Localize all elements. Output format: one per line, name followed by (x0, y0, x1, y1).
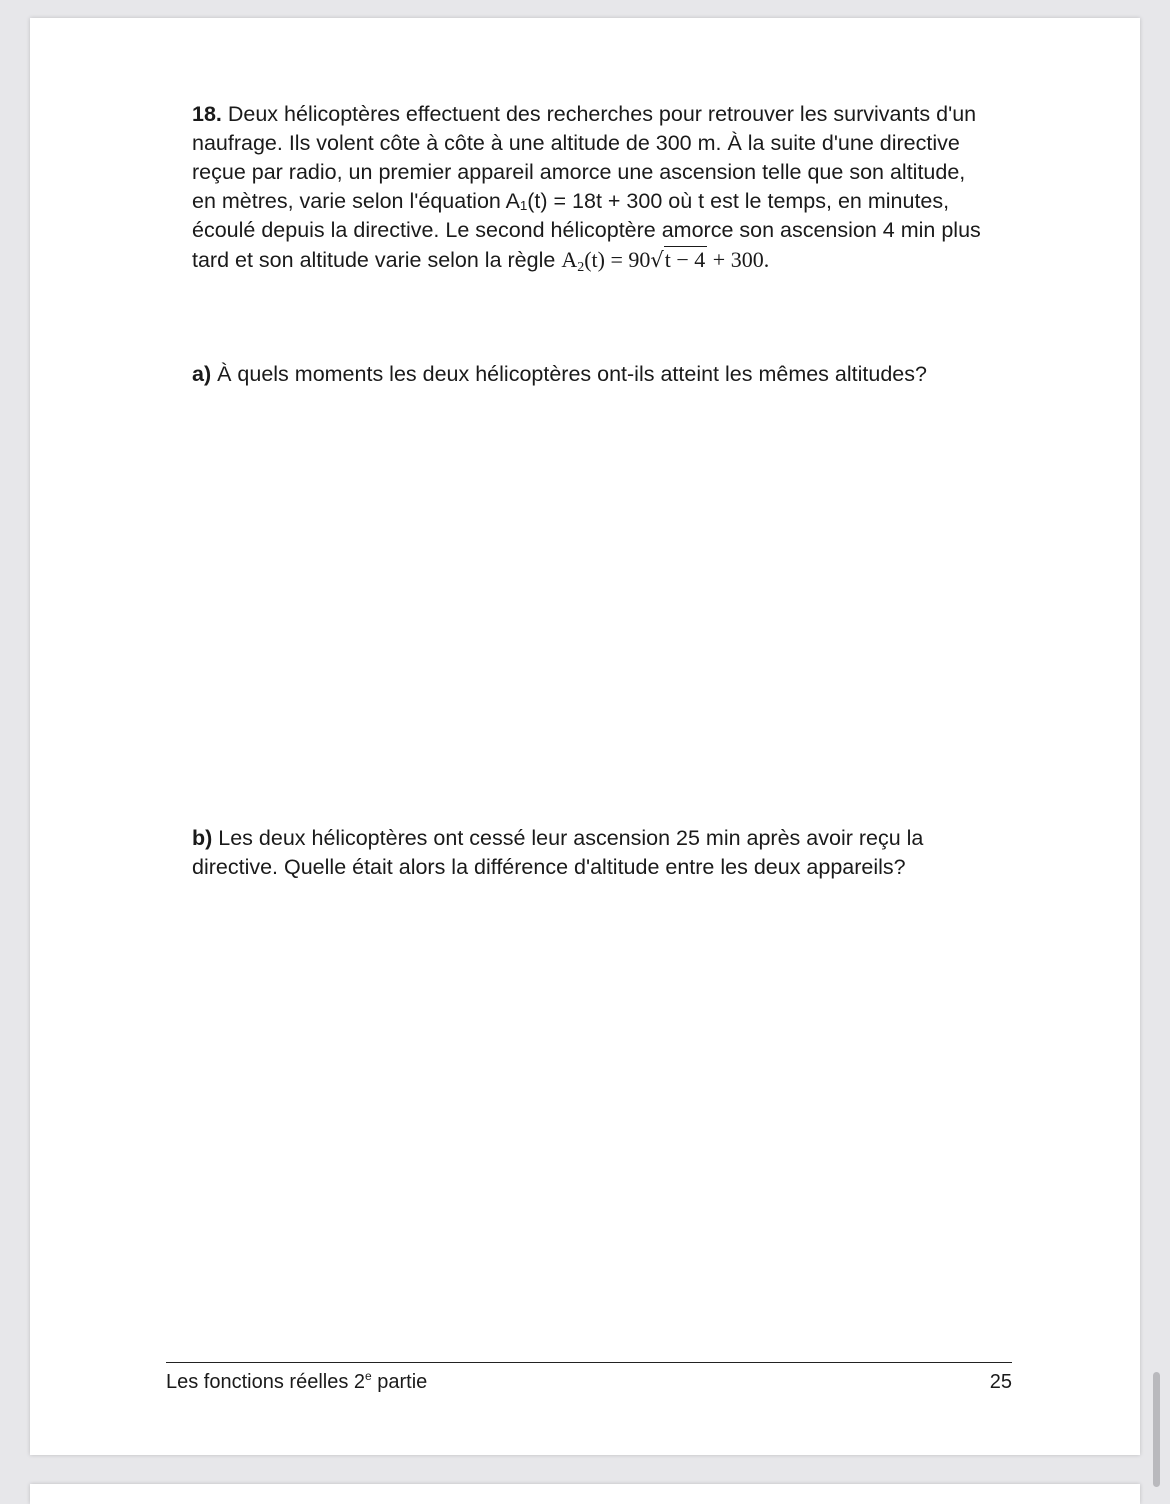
problem-paragraph (192, 100, 992, 275)
footer-title (166, 1369, 427, 1395)
question-b (192, 824, 992, 882)
eq-radicand: t − 4 (664, 247, 706, 272)
question-a (192, 360, 992, 389)
footer-title-sup: e (365, 1369, 372, 1383)
eq-lhs-subscript: 2 (577, 260, 585, 275)
footer-title-end: partie (371, 1371, 428, 1393)
footer-title-main: Les fonctions réelles 2 (166, 1371, 366, 1393)
problem-number: 18. (192, 102, 222, 126)
question-b-label: b) (192, 826, 213, 850)
equation-a2 (561, 247, 770, 275)
question-b-text: Les deux hélicoptères ont cessé leur ascension 25 min après avoir reçu la directive. Quelle était alors la différence d'altitude entre les deux appareils? (192, 826, 924, 879)
sqrt-icon: √ (650, 248, 664, 272)
eq-lhs-letter: A (561, 247, 578, 272)
problem-text: Deux hélicoptères effectuent des recherches pour retrouver les survivants d'un naufrage. Ils volent côte à côte à une altitude de 300 m. À la suite d'une directive reçue par radio, un premier appareil amorce une ascension telle que son altitude, en mètres, varie selon l'équation A₁(t) = 18t + 300 où t est le temps, en minutes, écoulé depuis la directive. Le second hélicoptère amorce son ascension 4 min plus tard et son altitude varie selon la règle (192, 102, 981, 272)
question-a-text: À quels moments les deux hélicoptères ont-ils atteint les mêmes altitudes? (211, 362, 927, 386)
document-page (30, 18, 1140, 1455)
next-page-edge (30, 1484, 1140, 1504)
page-number: 25 (989, 1371, 1012, 1393)
vertical-scrollbar[interactable] (1153, 1372, 1160, 1487)
question-a-label: a) (192, 362, 212, 386)
problem-statement (192, 100, 992, 275)
eq-lhs-rest: (t) = 90 (584, 247, 651, 272)
eq-rhs-rest: + 300 (707, 247, 764, 272)
footer-divider (166, 1362, 1012, 1363)
eq-end: . (763, 247, 770, 272)
